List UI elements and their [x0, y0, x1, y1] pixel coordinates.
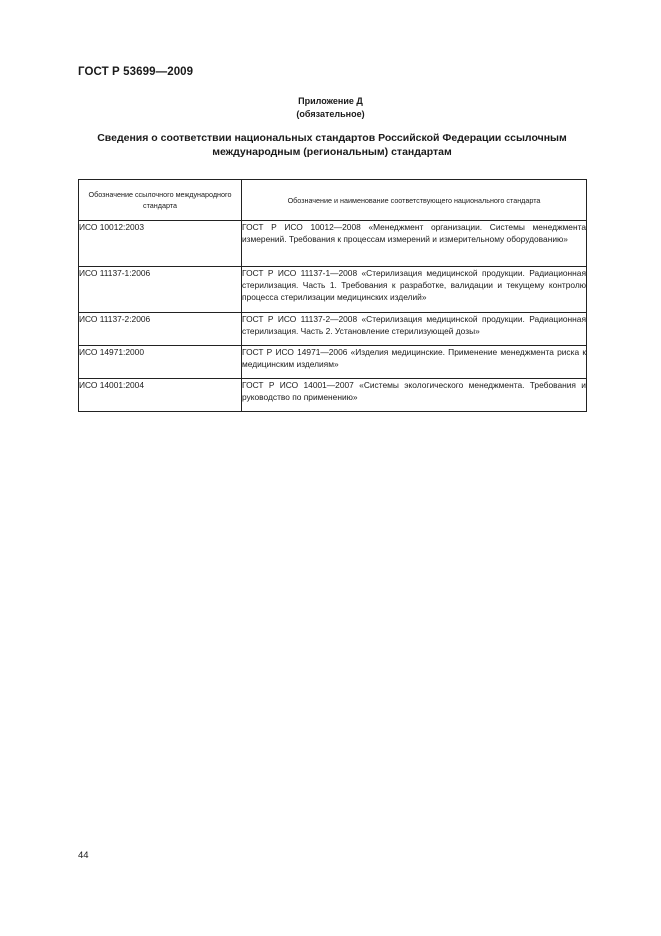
national-standard-cell: ГОСТ Р ИСО 11137-1—2008 «Стерилизация медицинской продукции. Радиационная стерилизация. Часть 1. Требования к разработке, валидации и текущему контролю процесса стерилизации медицинских изделий» [242, 267, 587, 313]
international-standard-cell: ИСО 14001:2004 [79, 379, 242, 412]
international-standard-cell: ИСО 11137-2:2006 [79, 313, 242, 346]
table-header-row [79, 180, 587, 221]
international-standard-cell: ИСО 10012:2003 [79, 221, 242, 267]
international-standard-cell: ИСО 11137-1:2006 [79, 267, 242, 313]
annex-header [0, 95, 661, 121]
national-standard-cell: ГОСТ Р ИСО 14001—2007 «Системы экологического менеджмента. Требования и руководство по применению» [242, 379, 587, 412]
page-number: 44 [78, 850, 89, 861]
international-standard-cell: ИСО 14971:2000 [79, 346, 242, 379]
table-row [79, 221, 587, 267]
table-row [79, 346, 587, 379]
annex-status: (обязательное) [296, 109, 365, 119]
table-row [79, 379, 587, 412]
annex-title-line-2: международным (региональным) стандартам [212, 146, 452, 158]
annex-title [78, 131, 586, 159]
table-row [79, 313, 587, 346]
national-standard-cell: ГОСТ Р ИСО 14971—2006 «Изделия медицинские. Применение менеджмента риска к медицинским изделиям» [242, 346, 587, 379]
annex-label: Приложение Д [298, 96, 363, 106]
standards-correspondence-table [78, 179, 587, 412]
national-standard-cell: ГОСТ Р ИСО 11137-2—2008 «Стерилизация медицинской продукции. Радиационная стерилизация. Часть 2. Установление стерилизующей дозы» [242, 313, 587, 346]
national-standard-cell: ГОСТ Р ИСО 10012—2008 «Менеджмент организации. Системы менеджмента измерений. Требования к процессам измерений и измерительному оборудованию» [242, 221, 587, 267]
annex-title-line-1: Сведения о соответствии национальных стандартов Российской Федерации ссылочным [97, 132, 567, 144]
document-code: ГОСТ Р 53699—2009 [78, 66, 194, 78]
table-row [79, 267, 587, 313]
column-header-national: Обозначение и наименование соответствующего национального стандарта [242, 180, 587, 221]
column-header-international: Обозначение ссылочного международного стандарта [79, 180, 242, 221]
